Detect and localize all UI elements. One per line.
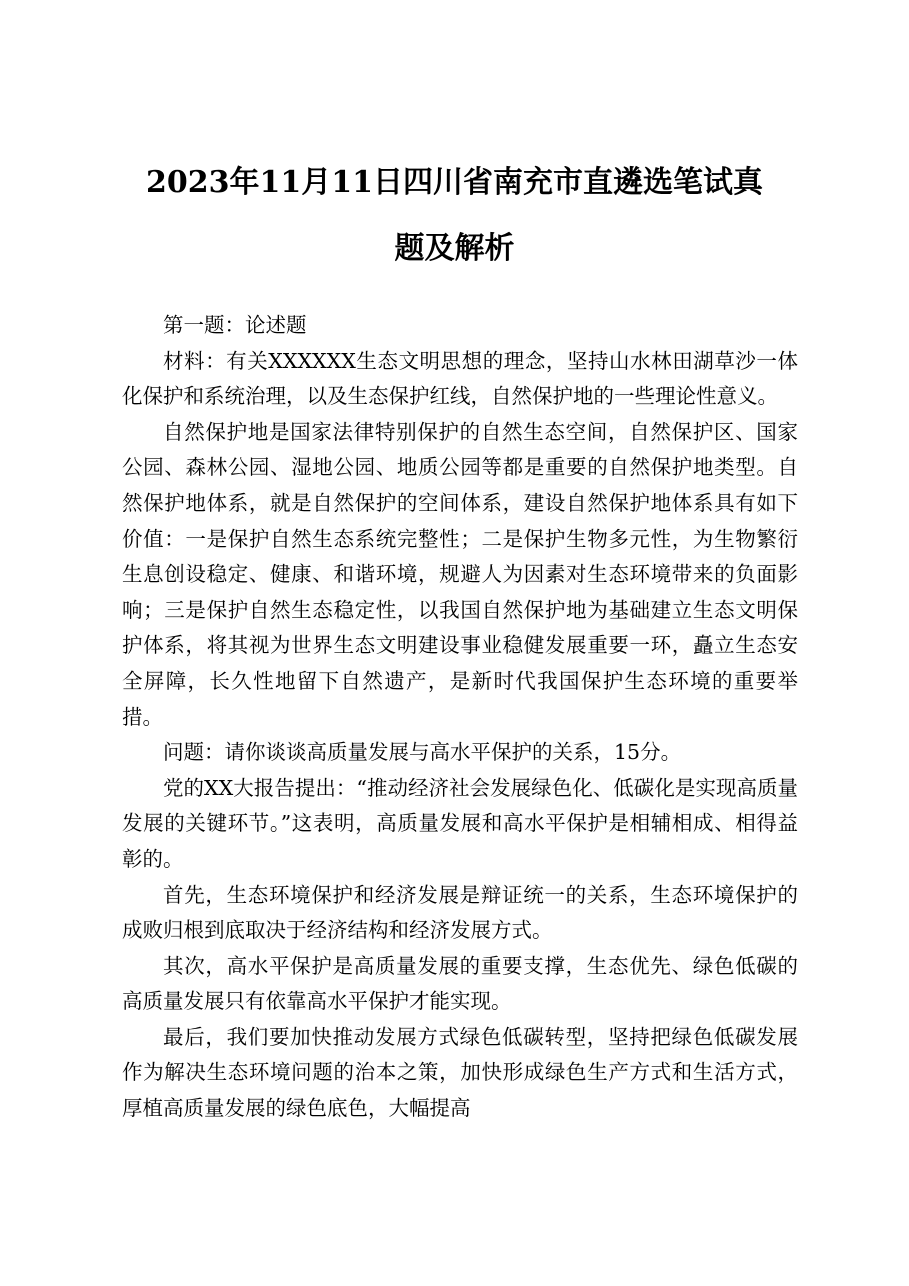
paragraph-finally: 最后，我们要加快推动发展方式绿色低碳转型，坚持把绿色低碳发展作为解决生态环境问题的治本之策，加快形成绿色生产方式和生活方式，厚植高质量发展的绿色底色，大幅提高	[122, 1024, 798, 1121]
paragraph-material: 材料：有关XXXXXX生态文明思想的理念，坚持山水林田湖草沙一体化保护和系统治理，以及生态保护红线，自然保护地的一些理论性意义。	[122, 348, 798, 409]
paragraph-protected-areas: 自然保护地是国家法律特别保护的自然生态空间，自然保护区、国家公园、森林公园、湿地公园、地质公园等都是重要的自然保护地类型。自然保护地体系，就是自然保护的空间体系，建设自然保护地体系具有如下价值：一是保护自然生态系统完整性；二是保护生物多元性，为生物繁衍生息创设稳定、健康、和谐环境，规避人为因素对生态环境带来的负面影响；三是保护自然生态稳定性，以我国自然保护地为基础建立生态文明保护体系，将其视为世界生态文明建设事业稳健发展重要一环，矗立生态安全屏障，长久性地留下自然遗产，是新时代我国保护生态环境的重要举措。	[122, 419, 798, 729]
paragraph-question: 问题：请你谈谈高质量发展与高水平保护的关系，15分。	[163, 740, 682, 765]
document-title-line-1: 2023年11月11日四川省南充市直遴选笔试真	[146, 165, 763, 200]
document-body	[122, 308, 798, 1127]
paragraph-second: 其次，高水平保护是高质量发展的重要支撑，生态优先、绿色低碳的高质量发展只有依靠高水平保护才能实现。	[122, 953, 798, 1014]
document-title-line-2: 题及解析	[394, 231, 515, 266]
paragraph-first: 首先，生态环境保护和经济发展是辩证统一的关系，生态环境保护的成败归根到底取决于经济结构和经济发展方式。	[122, 882, 798, 943]
paragraph-question-heading: 第一题：论述题	[163, 313, 307, 337]
paragraph-report: 党的XX大报告提出：“推动经济社会发展绿色化、低碳化是实现高质量发展的关键环节。”这表明，高质量发展和高水平保护是相辅相成、相得益彰的。	[122, 775, 798, 871]
